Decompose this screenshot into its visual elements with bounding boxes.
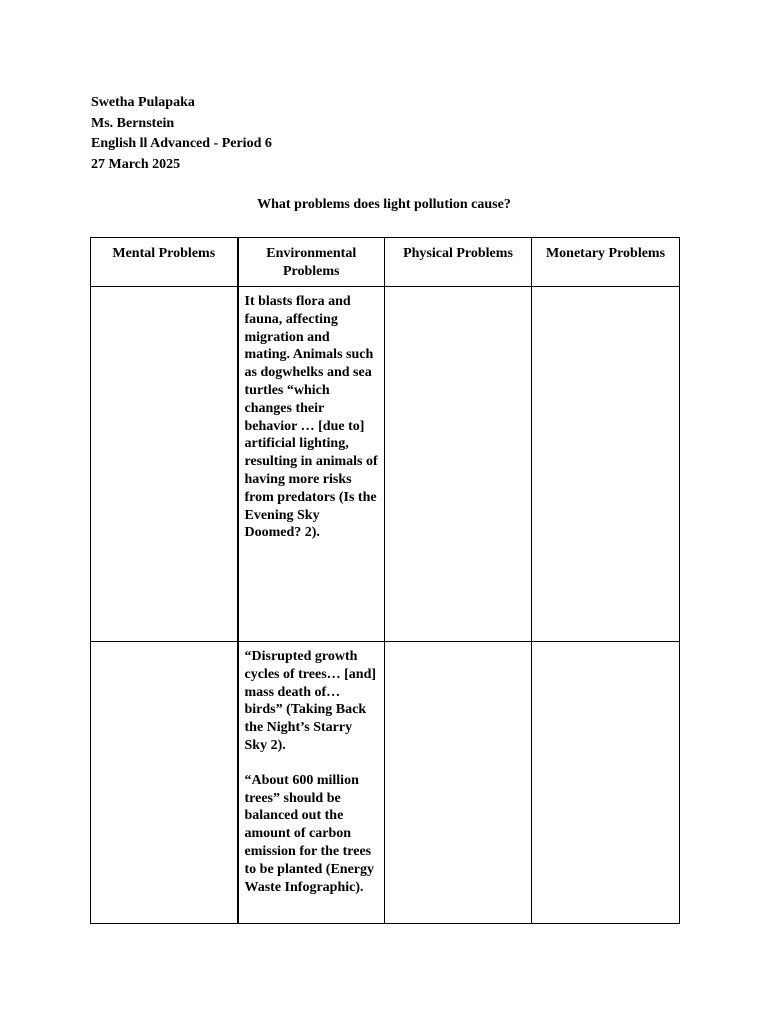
environmental-cell[interactable] bbox=[238, 642, 385, 924]
physical-cell[interactable] bbox=[385, 287, 532, 642]
paragraph-spacer bbox=[239, 755, 385, 772]
environmental-text: “Disrupted growth cycles of trees… [and] mass death of… birds” (Taking Back the Night’s Starry Sky 2). bbox=[244, 649, 377, 753]
teacher-name: Ms. Bernstein bbox=[91, 115, 175, 131]
monetary-cell[interactable] bbox=[532, 287, 680, 642]
course-name: English ll Advanced - Period 6 bbox=[91, 136, 272, 151]
column-header-mental: Mental Problems bbox=[91, 238, 238, 287]
document-header bbox=[91, 93, 272, 175]
monetary-cell[interactable] bbox=[532, 642, 680, 924]
problems-table bbox=[90, 237, 680, 924]
column-header-environmental: Environmental Problems bbox=[238, 238, 385, 287]
environmental-cell[interactable] bbox=[238, 287, 385, 642]
environmental-text: “About 600 million trees” should be balanced out the amount of carbon emission for the trees to be planted (Energy Waste Infographic). bbox=[244, 772, 374, 895]
mental-cell[interactable] bbox=[91, 287, 238, 642]
student-name: Swetha Pulapaka bbox=[91, 95, 195, 110]
question-heading: What problems does light pollution cause? bbox=[257, 197, 511, 212]
table-row bbox=[91, 287, 680, 642]
mental-cell[interactable] bbox=[91, 642, 238, 924]
table-header-row bbox=[91, 238, 680, 287]
physical-cell[interactable] bbox=[385, 642, 532, 924]
column-header-physical: Physical Problems bbox=[385, 238, 532, 287]
table-row bbox=[91, 642, 680, 924]
column-header-monetary: Monetary Problems bbox=[532, 238, 680, 287]
document-date: 27 March 2025 bbox=[91, 156, 181, 172]
environmental-text: It blasts flora and fauna, affecting migration and mating. Animals such as dogwhelks and sea turtles “which changes their behavior … [due to] artificial lighting, resulting in animals of having more risks from predators (Is the Evening Sky Doomed? 2). bbox=[244, 294, 378, 541]
